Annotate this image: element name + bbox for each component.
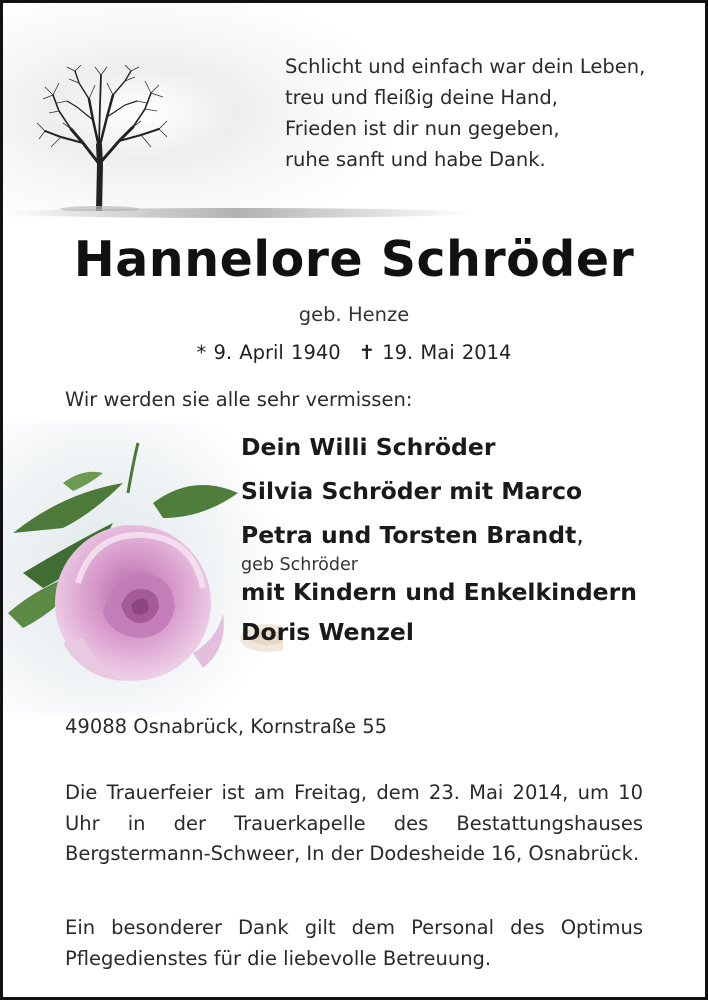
deceased-name: Hannelore Schröder — [73, 231, 635, 288]
mourner-note: geb Schröder — [241, 555, 358, 575]
horizon-line — [3, 208, 473, 218]
mourner-comma: , — [576, 521, 584, 549]
maiden-name: geb. Henze — [298, 303, 410, 326]
mourner-line — [241, 513, 637, 557]
life-dates — [3, 341, 705, 364]
mourner-name: Petra und Torsten Brandt — [241, 521, 577, 549]
mourner-line: mit Kindern und Enkelkindern — [241, 578, 637, 606]
poem-line: Schlicht und einfach war dein Leben, — [285, 55, 646, 78]
mourner-line: Dein Willi Schröder — [241, 433, 496, 461]
mourner-line: Doris Wenzel — [241, 618, 414, 646]
poem-line: Frieden ist dir nun gegeben, — [285, 117, 560, 140]
funeral-notice: Die Trauerfeier ist am Freitag, dem 23. Mai 2014, um 10 Uhr in der Trauerkapelle des Bestattungshauses Bergstermann-Schweer, In der Dodesheide 16, Osnabrück. — [65, 781, 643, 865]
mourners-list — [241, 425, 637, 657]
poem — [285, 51, 645, 175]
birth-date: * 9. April 1940 — [196, 341, 341, 364]
address: 49088 Osnabrück, Kornstraße 55 — [65, 715, 388, 738]
poem-line: ruhe sanft und habe Dank. — [285, 148, 546, 171]
mourner-line: Silvia Schröder mit Marco — [241, 477, 583, 505]
poem-line: treu und fleißig deine Hand, — [285, 86, 558, 109]
thanks-notice: Ein besonderer Dank gilt dem Personal des Optimus Pflegedienstes für die liebevolle Betreuung. — [65, 916, 643, 970]
tree-icon — [33, 65, 173, 211]
death-date: ✝ 19. Mai 2014 — [358, 341, 512, 364]
mourners-intro: Wir werden sie alle sehr vermissen: — [65, 388, 413, 411]
